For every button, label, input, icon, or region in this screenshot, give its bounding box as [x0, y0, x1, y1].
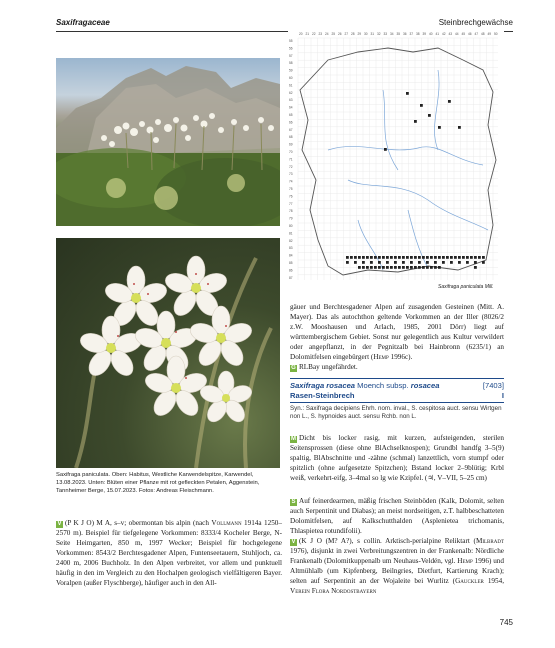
- map-top-number: 29: [357, 32, 362, 36]
- running-header-family: Saxifragaceae: [56, 18, 110, 27]
- map-top-number: 34: [390, 32, 394, 36]
- occurrence-square: [386, 261, 389, 264]
- map-left-number: 72: [289, 164, 293, 169]
- occurrence-square: [414, 256, 417, 259]
- occurrence-square: [426, 261, 429, 264]
- occurrence-square: [418, 261, 421, 264]
- map-left-number: 64: [289, 105, 293, 110]
- map-left-number: 66: [289, 120, 293, 125]
- occurrence-square: [406, 256, 409, 259]
- occurrence-square: [478, 256, 481, 259]
- occurrence-square: [402, 256, 405, 259]
- occurrence-square: [386, 256, 389, 259]
- species-header: Saxifraga rosacea Moench subsp. rosacea [7403] Rasen-Steinbrech I: [290, 378, 504, 403]
- map-top-number: 33: [383, 32, 388, 36]
- synonyms: Syn.: Saxifraga decipiens Ehrh. nom. inval., S. cespitosa auct. sensu Wirtgen non L., S. hypnoides auct. sensu Rchb. non L.: [290, 405, 502, 421]
- occurrence-square: [414, 266, 417, 269]
- occurrence-square: [454, 256, 457, 259]
- map-top-number: 32: [377, 32, 381, 36]
- occurrence-square: [446, 256, 449, 259]
- morphology-paragraph: M Dicht bis locker rasig, mit kurzen, aufsteigenden, sterilen Seitensprossen (diese ohne BlAchselknospen); Grundbl handfg 3–5(9) spaltig, BlAbschnitte und -zähne (schmal) lanzettlich, vorn stumpf oder spitzlich (ohne aufgesetzte Spitzchen); Bstand locker 2–9blütig; Krbl weiß, verkehrt-eifg, 3–4mal so lg wie Kzipfel. (♃, V–VII, 5–25 cm): [290, 434, 504, 482]
- map-top-number: 30: [364, 32, 368, 36]
- occurrence-square: [394, 266, 397, 269]
- occurrence-square: [474, 266, 477, 269]
- occurrence-square: [390, 266, 393, 269]
- map-left-number: 56: [289, 46, 293, 51]
- map-top-number: 44: [455, 32, 459, 36]
- occurrence-square: [422, 256, 425, 259]
- map-left-number: 87: [289, 275, 293, 280]
- distribution-badge-2: V: [291, 539, 296, 545]
- habitus-photo: [56, 58, 280, 226]
- occurrence-square: [448, 100, 451, 103]
- map-left-number: 76: [289, 194, 293, 199]
- map-left-number: 73: [289, 172, 293, 177]
- map-left-number: 71: [289, 157, 293, 162]
- occurrence-square: [378, 266, 381, 269]
- photo-caption: Saxifraga paniculata. Oben: Habitus, Westliche Karwendelspitze, Karwendel, 13.08.2023. Unten: Blüten einer Pflanze mit rot gefleckten Petalen, Aggenstein, Tannheimer Berge, 15.07.2023. Fotos: Andreas Fleischmann.: [56, 472, 260, 494]
- map-top-number: 21: [305, 32, 310, 36]
- occurrence-square: [428, 114, 431, 117]
- morphology-badge: M: [291, 436, 296, 442]
- occurrence-square: [482, 261, 485, 264]
- occurrence-square: [384, 148, 387, 151]
- distribution-paragraph-paniculata: V (P K J O) M A, s–v; obermontan bis alpin (nach Vollmann 1914a 1250–2570 m). Beispiel für tiefgelegene Vorkommen: 8333/4 Kocheler Berge, N-Seite Heimgarten, 850 m, 1997 Wecker; Beispiel für hochgelegene Vorkommen: 8543/2 Berchtesgadener Alpen, Funtenseetauern, Stuhljoch, ca. 2400 m, 2006 Buchholz. In den Alpen verbreitet, vor allem und punktuell häufig in den im Vergleich zu den Hochalpen geologisch vielfältigeren Bayer. Voralpen (außer Flyschberge), häufiger auch in den All-: [56, 519, 282, 587]
- distribution-paragraph-rosacea: V (K J O (M? A?), s collin. Arktisch-perialpine Reliktart (Milbradt 1976), disjunkt in zwei Verbreitungszentren in der Frankenalb: Nördliche Frankenalb (Dolomitkuppenalb um Neuhaus-Veldén, vgl. Hemp 1996) und Altmühlalb (um Kipfenberg, Beilngries, Dietfurt, Kartierung Krach); selten auf Serpentinit an der Wojaleite bei Wurlitz (Gauckler 1954, Verein Flora Nordostbayern: [290, 537, 505, 595]
- map-top-number: 26: [338, 32, 342, 36]
- occurrence-square: [374, 256, 377, 259]
- map-top-number: 42: [442, 32, 446, 36]
- occurrence-square: [434, 261, 437, 264]
- occurrence-square: [382, 256, 385, 259]
- page-number: 745: [499, 618, 513, 627]
- map-left-number: 55: [289, 39, 293, 43]
- map-left-number: 85: [289, 261, 293, 265]
- occurrence-square: [410, 266, 413, 269]
- map-top-number: 27: [344, 32, 349, 36]
- occurrence-square: [366, 266, 369, 269]
- occurrence-square: [462, 256, 465, 259]
- occurrence-square: [410, 261, 413, 264]
- map-left-number: 83: [289, 246, 293, 251]
- occurrence-square: [378, 256, 381, 259]
- occurrence-square: [398, 256, 401, 259]
- map-left-number: 84: [289, 253, 293, 258]
- occurrence-square: [370, 266, 373, 269]
- map-top-number: 31: [370, 32, 375, 36]
- distribution-map-svg: [288, 30, 504, 298]
- occurrence-square: [438, 266, 441, 269]
- occurrence-square: [386, 266, 389, 269]
- occurrence-square: [362, 261, 365, 264]
- occurrence-square: [394, 256, 397, 259]
- occurrence-square: [438, 256, 441, 259]
- map-top-number: 24: [325, 32, 329, 36]
- occurrence-square: [402, 266, 405, 269]
- occurrence-square: [458, 256, 461, 259]
- occurrence-square: [374, 266, 377, 269]
- distribution-map: [288, 30, 504, 298]
- occurrence-square: [366, 256, 369, 259]
- occurrence-square: [466, 261, 469, 264]
- occurrence-square: [402, 261, 405, 264]
- map-left-number: 80: [289, 224, 293, 228]
- occurrence-square: [470, 256, 473, 259]
- map-left-number: 59: [289, 68, 293, 73]
- endangerment-badge: G: [291, 365, 296, 371]
- map-top-number: 38: [416, 32, 420, 36]
- map-top-number: 40: [429, 32, 433, 36]
- map-left-number: 62: [289, 90, 293, 95]
- occurrence-square: [422, 266, 425, 269]
- map-top-number: 36: [403, 32, 407, 36]
- map-top-number: 47: [474, 32, 479, 36]
- occurrence-square: [358, 256, 361, 259]
- occurrence-square: [346, 256, 349, 259]
- occurrence-square: [458, 126, 461, 129]
- occurrence-square: [482, 256, 485, 259]
- occurrence-square: [362, 256, 365, 259]
- occurrence-square: [382, 266, 385, 269]
- map-top-number: 28: [351, 32, 355, 36]
- map-top-number: 25: [331, 32, 336, 36]
- species-name: Saxifraga rosacea: [290, 381, 356, 390]
- map-top-number: 49: [487, 32, 492, 36]
- occurrence-square: [362, 266, 365, 269]
- species-number: [7403]: [482, 381, 504, 390]
- occurrence-square: [406, 266, 409, 269]
- occurrence-square: [394, 261, 397, 264]
- map-top-number: 50: [494, 32, 498, 36]
- map-left-number: 70: [289, 150, 293, 154]
- map-left-number: 68: [289, 135, 293, 140]
- species-status: I: [501, 391, 504, 400]
- occurrence-square: [398, 266, 401, 269]
- occurrence-square: [390, 256, 393, 259]
- occurrence-square: [418, 266, 421, 269]
- map-top-number: 23: [318, 32, 323, 36]
- occurrence-square: [474, 256, 477, 259]
- occurrence-square: [438, 126, 441, 129]
- distribution-badge: V: [57, 521, 62, 527]
- map-left-number: 78: [289, 209, 293, 214]
- occurrence-square: [442, 261, 445, 264]
- map-left-number: 77: [289, 201, 293, 206]
- map-left-number: 86: [289, 268, 293, 273]
- occurrence-square: [458, 261, 461, 264]
- map-left-number: 60: [289, 76, 293, 80]
- map-left-number: 82: [289, 238, 293, 243]
- map-species-label: Saxifraga paniculata Mill.: [438, 284, 494, 290]
- occurrence-square: [450, 261, 453, 264]
- map-left-number: 79: [289, 216, 293, 221]
- map-top-number: 45: [461, 32, 466, 36]
- map-left-number: 63: [289, 98, 293, 103]
- occurrence-square: [430, 266, 433, 269]
- occurrence-square: [466, 256, 469, 259]
- occurrence-square: [350, 256, 353, 259]
- map-left-number: 65: [289, 113, 293, 117]
- occurrence-square: [410, 256, 413, 259]
- occurrence-square: [430, 256, 433, 259]
- ecology-paragraph: S Auf feinerdearmen, mäßig frischen Steinböden (Kalk, Dolomit, selten auch Serpentinit und Diabas); an meist nordseitigen, z.T. halbbeschatteten Dolomitfelsen, auf Kalkschutthalden (Asplenietea trichomanis, Thlaspietea rotundifolii).: [290, 497, 504, 535]
- map-left-number: 74: [289, 179, 293, 184]
- running-header-german: Steinbrechgewächse: [438, 18, 513, 27]
- map-top-number: 46: [468, 32, 472, 36]
- occurrence-square: [420, 104, 423, 107]
- species-german-name: Rasen-Steinbrech: [290, 391, 355, 400]
- map-left-number: 69: [289, 142, 293, 147]
- map-left-number: 67: [289, 127, 293, 132]
- map-top-number: 43: [448, 32, 453, 36]
- occurrence-square: [370, 261, 373, 264]
- map-left-number: 61: [289, 83, 293, 88]
- occurrence-square: [378, 261, 381, 264]
- occurrence-square: [354, 261, 357, 264]
- occurrence-square: [370, 256, 373, 259]
- occurrence-square: [450, 256, 453, 259]
- ecology-badge: S: [291, 499, 296, 505]
- occurrence-square: [358, 266, 361, 269]
- map-top-number: 22: [312, 32, 316, 36]
- occurrence-square: [346, 261, 349, 264]
- occurrence-square: [442, 256, 445, 259]
- occurrence-square: [426, 256, 429, 259]
- map-left-number: 81: [289, 231, 293, 236]
- map-left-number: 57: [289, 53, 293, 58]
- map-left-number: 58: [289, 61, 293, 66]
- map-top-number: 20: [299, 32, 303, 36]
- occurrence-square: [434, 256, 437, 259]
- map-top-number: 37: [409, 32, 414, 36]
- map-top-number: 35: [396, 32, 401, 36]
- map-left-number: 75: [289, 187, 293, 191]
- occurrence-square: [426, 266, 429, 269]
- map-top-number: 41: [435, 32, 440, 36]
- occurrence-square: [406, 92, 409, 95]
- occurrence-square: [354, 256, 357, 259]
- occurrence-square: [418, 256, 421, 259]
- map-top-number: 48: [481, 32, 485, 36]
- flower-closeup-photo: [56, 238, 280, 468]
- map-top-number: 39: [422, 32, 427, 36]
- occurrence-square: [434, 266, 437, 269]
- occurrence-square: [414, 120, 417, 123]
- distribution-continuation: gäuer und Berchtesgadener Alpen auf zusagenden Gesteinen (Mitt. A. Mayer). Das als autochthon geltende Vorkommen an der Iller (8026/2 z.W. Mooshausen und Arlach, 1985, 2001 Dörr) liegt auf württembergischem Gebiet. Sonst nur gelegentlich aus Kultur verwildert oder angepflanzt, in der Pegnitzalb bei Hainbronn (6235/1) an Dolomitfelsen eingebürgert (Hemp 1996c). G RLBay ungefährdet.: [290, 303, 504, 371]
- occurrence-square: [474, 261, 477, 264]
